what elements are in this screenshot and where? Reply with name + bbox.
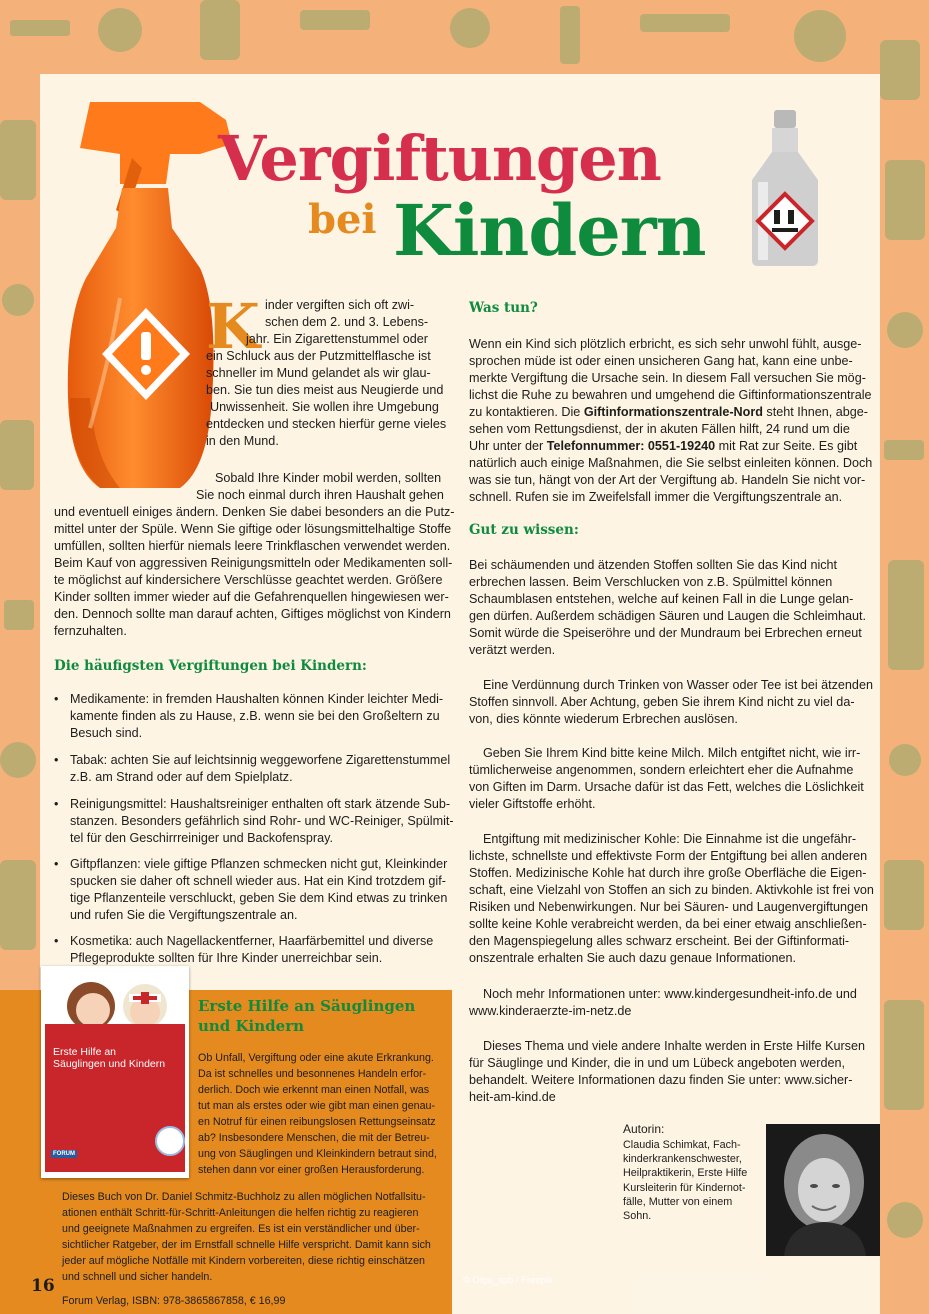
text-line: Kinder sollten immer wieder auf die Gefahrenquellen hingewiesen wer-	[54, 590, 449, 604]
bullet-icon: •	[54, 753, 59, 767]
text-line: und geeignete Maßnahmen zu ergreifen. Es ist ein verständlicher und über-	[62, 1223, 420, 1235]
text-line: Bei schäumenden und ätzenden Stoffen sollten Sie das Kind nicht	[469, 558, 838, 572]
author-bio-line: kinderkrankenschwester,	[623, 1153, 742, 1166]
author-bio-line: Claudia Schimkat, Fach-	[623, 1139, 741, 1151]
book-badge	[155, 1126, 185, 1156]
intro-line: in den Mund.	[206, 434, 279, 448]
text-line: von Giften im Darm. Ursache dafür ist das Fett, welches die Löslichkeit	[469, 780, 864, 794]
intro-line: schneller im Mund gelandet als wir glau-	[206, 366, 431, 380]
text-line: was sie tun, hängt von der Art der Vergiftung ab. Handeln Sie nicht vor-	[469, 473, 866, 487]
text-line: Stoffen sinnvoll. Aber Achtung, geben Sie ihrem Kind nicht zu viel da-	[469, 695, 855, 709]
dropcap: K	[206, 290, 260, 363]
text-line: Dieses Buch von Dr. Daniel Schmitz-Buchholz zu allen möglichen Notfallsitu-	[62, 1191, 426, 1203]
bullet-icon: •	[54, 692, 59, 706]
text-line: umfüllen, sollten hierfür niemals leere Trinkflaschen verwendet werden.	[54, 539, 451, 553]
info-link-line[interactable]: Noch mehr Informationen unter: www.kindergesundheit-info.de und	[483, 987, 857, 1001]
text-line: Sie noch einmal durch ihren Haushalt gehen	[196, 488, 444, 502]
text-line: behandelt. Weitere Informationen dazu finden Sie unter: www.sicher-	[469, 1073, 853, 1087]
text-line: onszentrale erhalten Sie auch dazu genaue Informationen.	[469, 951, 796, 965]
text-line: Uhr unter der Telefonnummer: 0551-19240 mit Rat zur Seite. Es gibt	[469, 439, 858, 453]
text-line: Stoffen. Medizinische Kohle hat durch ihre große Oberfläche die Eigen-	[469, 866, 867, 880]
text-line: schaft, eine Vielzahl von Stoffen an sich zu binden. Aktivkohle ist frei von	[469, 883, 874, 897]
list-item-line: Besuch sind.	[70, 726, 143, 740]
text-line: tümlicherweise angenommen, sondern erleichtert eher die Aufnahme	[469, 763, 854, 777]
text-line: Ob Unfall, Vergiftung oder eine akute Erkrankung.	[198, 1052, 434, 1064]
text-line: Geben Sie Ihrem Kind bitte keine Milch. Milch entgiftet nicht, wie irr-	[483, 746, 861, 760]
list-item-line: Reinigungsmittel: Haushaltsreiniger enthalten oft stark ätzende Sub-	[70, 797, 451, 811]
list-item-line: stanzen. Besonders gefährlich sind Rohr- und WC-Reiniger, Spülmit-	[70, 814, 454, 828]
text-line: Risiken und Nebenwirkungen. Nur bei Säuren- und Laugenvergiftungen	[469, 900, 869, 914]
bullet-icon: •	[54, 797, 59, 811]
text-line: lichste, schnellste und effektivste Form der Entgiftung bei allen anderen	[469, 849, 868, 863]
text-line: zu kontaktieren. Die Giftinformationszentrale-Nord steht Ihnen, abge-	[469, 405, 868, 419]
text-line: Da ist schnelles und besonnenes Handeln erfor-	[198, 1068, 427, 1080]
heading-gut-zu-wissen: Gut zu wissen:	[469, 522, 579, 538]
text-line: derlich. Doch wie erkennt man einen Notfall, was	[198, 1084, 430, 1096]
text-line: vieler Giftstoffe erhöht.	[469, 797, 596, 811]
page-number: 16	[31, 1276, 55, 1296]
page-title-bei: bei	[308, 196, 377, 243]
text-line: Somit würde die Speiseröhre und der Mundraum bei Erbrechen erneut	[469, 626, 862, 640]
text-line: den. Dennoch sollte man darauf achten, Giftiges möglichst von Kindern	[54, 607, 451, 621]
list-heading: Die häufigsten Vergiftungen bei Kindern:	[54, 658, 367, 674]
bullet-icon: •	[54, 934, 59, 948]
text-line: schnell. Rufen sie im Zweifelsfall immer die Vergiftungszentrale an.	[469, 490, 843, 504]
text-line: heit-am-kind.de	[469, 1090, 556, 1104]
list-item-line: tige Pflanzenteile verschluckt, geben Sie dem Kind etwas zu trinken	[70, 891, 448, 905]
text-line: Dieses Thema und viele andere Inhalte werden in Erste Hilfe Kursen	[483, 1039, 865, 1053]
list-item-line: Tabak: achten Sie auf leichtsinnig weggeworfene Zigarettenstummel	[70, 753, 451, 767]
list-item-line: spucken sie daher oft schnell wieder aus. Hat ein Kind trotzdem gif-	[70, 874, 446, 888]
bullet-icon: •	[54, 857, 59, 871]
text-line: fernzuhalten.	[54, 624, 127, 638]
text-line: ung von Säuglingen und Kleinkindern betraut sind,	[198, 1148, 437, 1160]
text-line: von, dies könnte wiederum Erbrechen auslösen.	[469, 712, 738, 726]
text-line: mittel unter der Spüle. Wenn Sie giftige oder lösungsmittelhaltige Stoffe	[54, 522, 452, 536]
text-line: natürlich auch einige Maßnahmen, die Sie selbst einleiten können. Doch	[469, 456, 873, 470]
intro-line: entdecken und stecken hierfür gerne vieles	[206, 417, 447, 431]
chemical-bottle-icon	[748, 110, 822, 266]
intro-line: Unwissenheit. Sie wollen ihre Umgebung	[210, 400, 439, 414]
info-link-line[interactable]: www.kinderaerzte-im-netz.de	[469, 1004, 632, 1018]
author-bio-line: Heilpraktikerin, Erste Hilfe	[623, 1167, 748, 1180]
list-item-line: tel für den Geschirrreiniger und Backofenspray.	[70, 831, 333, 845]
text-line: lichst die Ruhe zu bewahren und umgehend die Giftinformationszentrale	[469, 388, 872, 402]
text-line: en Notruf für einen reibungslosen Rettungseinsatz	[198, 1116, 436, 1128]
text-line: und schnell und sicher handeln.	[62, 1271, 213, 1283]
list-item-line: Kosmetika: auch Nagellackentferner, Haarfärbemittel und diverse	[70, 934, 434, 948]
list-item-line: Pflegeprodukte sollten für Ihre Kinder unerreichbar sein.	[70, 951, 383, 965]
text-line: Wenn ein Kind sich plötzlich erbricht, es sich sehr unwohl fühlt, ausge-	[469, 337, 862, 351]
list-item-line: und rufen Sie die Vergiftungszentrale an.	[70, 908, 298, 922]
page-title: Vergiftungen	[218, 122, 661, 195]
list-item-line: Medikamente: in fremden Haushalten können Kinder leichter Medi-	[70, 692, 444, 706]
text-line: ationen enthält Schritt-für-Schritt-Anleitungen die helfen richtig zu reagieren	[62, 1207, 419, 1219]
book-box-heading: Erste Hilfe an Säuglingen und Kindern	[198, 997, 416, 1035]
author-label: Autorin:	[623, 1122, 665, 1136]
author-photo	[766, 1124, 880, 1256]
text-line: Entgiftung mit medizinischer Kohle: Die Einnahme ist die ungefähr-	[483, 832, 857, 846]
book-cover	[41, 966, 189, 1178]
list-item-line: Giftpflanzen: viele giftige Pflanzen schmecken nicht gut, Kleinkinder	[70, 857, 448, 871]
author-bio-line: fälle, Mutter von einem	[623, 1195, 733, 1208]
intro-line: inder vergiften sich oft zwi-	[265, 298, 415, 312]
author-bio-line: Kursleiterin für Kindernot-	[623, 1181, 746, 1194]
list-item-line: z.B. am Strand oder auf dem Spielplatz.	[70, 770, 293, 784]
text-line: stehen dann vor einer großen Herausforderung.	[198, 1164, 425, 1176]
text-line: und eventuell einiges ändern. Denken Sie dabei besonders an die Putz-	[54, 505, 455, 519]
text-line: gen dürfen. Außerdem schädigen Säuren und Laugen die Schleimhaut.	[469, 609, 866, 623]
heading-was-tun: Was tun?	[469, 300, 538, 316]
book-cover-title: Erste Hilfe an Säuglingen und Kindern	[53, 1046, 166, 1070]
text-line: erbrechen lassen. Beim Verschlucken von z.B. Spülmittel können	[469, 575, 833, 589]
author-bio-line: Sohn.	[623, 1210, 652, 1223]
text-line: sehen vom Rettungsdienst, der in akuten Fällen hilft, 24 rund um die	[469, 422, 850, 436]
intro-line: schen dem 2. und 3. Lebens-	[265, 315, 429, 329]
text-line: Schaumblasen entstehen, welche auf keinen Fall in die Lunge gelan-	[469, 592, 854, 606]
text-line: tut man als erstes oder wie gibt man einen genau-	[198, 1100, 436, 1112]
list-item-line: kamente finden als zu Hause, z.B. wenn sie bei den Großeltern zu	[70, 709, 440, 723]
page-title-kindern: Kindern	[393, 189, 706, 272]
intro-line: jahr. Ein Zigarettenstummel oder	[246, 332, 428, 346]
author-bio	[623, 1138, 773, 1223]
text-line: merkte Vergiftung die Ursache sein. In diesem Fall versuchen Sie mög-	[469, 371, 866, 385]
book-publisher-info: Forum Verlag, ISBN: 978-3865867858, € 16,99	[62, 1295, 286, 1307]
text-line: sprochen müde ist oder einen unsicheren Gang hat, kann eine unbe-	[469, 354, 853, 368]
intro-line: ein Schluck aus der Putzmittelflasche ist	[206, 349, 431, 363]
text-line: verätzt werden.	[469, 643, 556, 657]
publisher-logo: FORUM	[53, 1151, 75, 1157]
text-line: Eine Verdünnung durch Trinken von Wasser oder Tee ist bei ätzenden	[483, 678, 873, 692]
text-line: ab? Insbesondere Menschen, die mit der Betreu-	[198, 1132, 430, 1144]
intro-line: ben. Sie tun dies meist aus Neugierde und	[206, 383, 444, 397]
text-line: sollte keine Kohle verabreicht werden, da bei einer etwaig anschließen-	[469, 917, 867, 931]
text-line: für Säuglinge und Kinder, die in und um Lübeck angeboten werden,	[469, 1056, 845, 1070]
text-line: Beim Kauf von aggressiven Reinigungsmitteln oder Medikamenten soll-	[54, 556, 453, 570]
image-credit: © Olga_spb / Freepik	[463, 1275, 553, 1286]
text-line: Sobald Ihre Kinder mobil werden, sollten	[215, 471, 442, 485]
text-line: sichtlicher Ratgeber, der im Ernstfall schnelle Hilfe verspricht. Damit kann sich	[62, 1239, 431, 1251]
text-line: jeder auf mögliche Notfälle mit Kindern vorbereiten, diese richtig einschätzen	[62, 1255, 425, 1267]
text-line: den Magenspiegelung alles schwarz erscheint. Bei der Giftinformati-	[469, 934, 850, 948]
text-line: te möglichst auf kindersichere Verschlüsse geachtet werden. Größere	[54, 573, 443, 587]
